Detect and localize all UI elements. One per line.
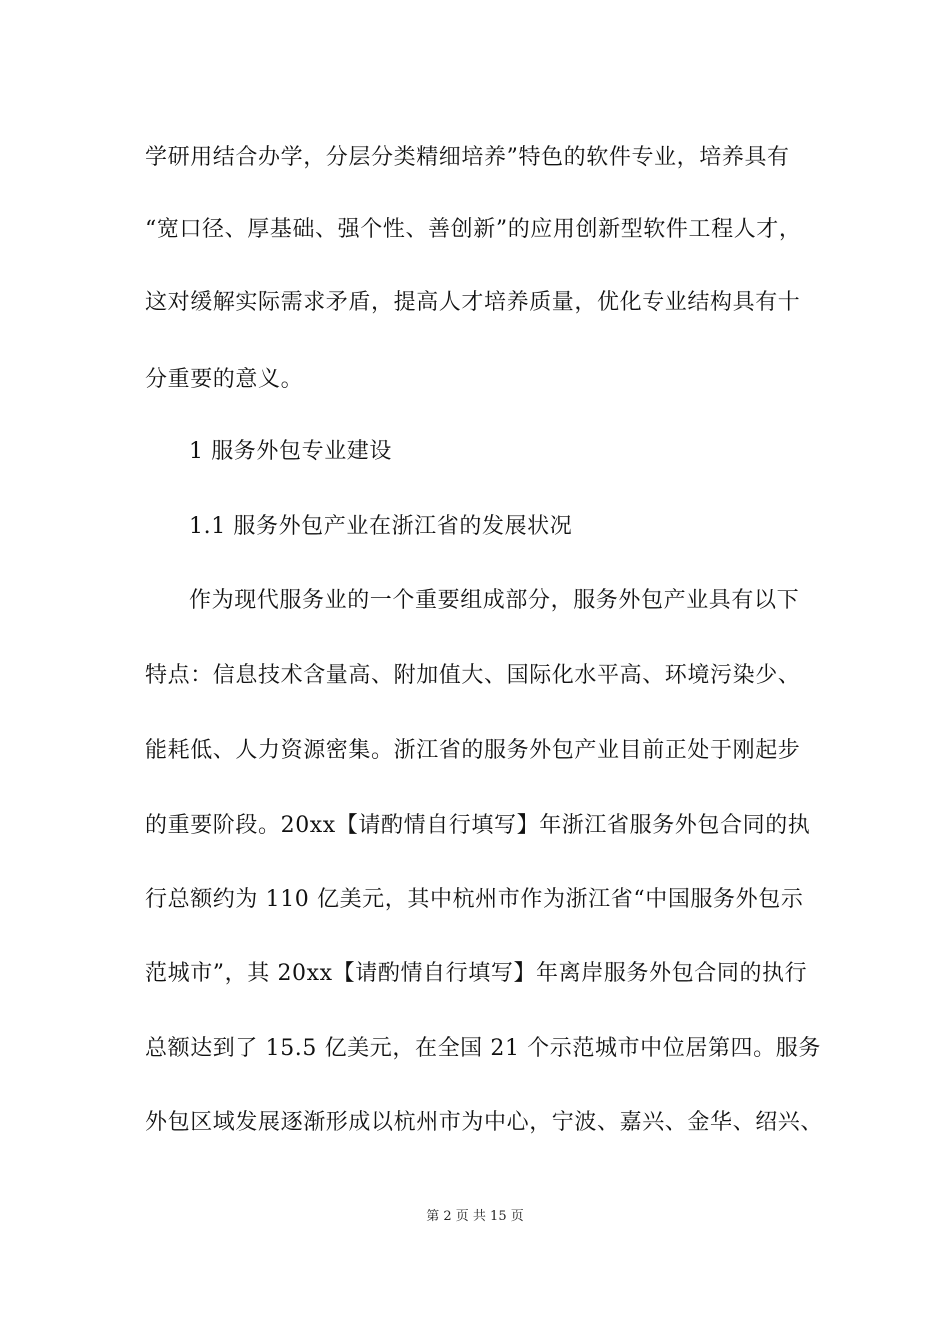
paragraph-line-9: 行总额约为 110 亿美元，其中杭州市作为浙江省“中国服务外包示 bbox=[145, 887, 804, 912]
paragraph-line-8: 的重要阶段。20xx【请酌情自行填写】年浙江省服务外包合同的执 bbox=[145, 813, 811, 838]
section-heading-1: 1 服务外包专业建设 bbox=[189, 439, 392, 464]
paragraph-line-11: 总额达到了 15.5 亿美元，在全国 21 个示范城市中位居第四。服务 bbox=[145, 1036, 821, 1061]
paragraph-line-7: 能耗低、人力资源密集。浙江省的服务外包产业目前正处于刚起步 bbox=[145, 738, 801, 763]
paragraph-line-3: 这对缓解实际需求矛盾，提高人才培养质量，优化专业结构具有十 bbox=[145, 290, 801, 315]
paragraph-line-4: 分重要的意义。 bbox=[145, 367, 304, 392]
subsection-heading-1-1: 1.1 服务外包产业在浙江省的发展状况 bbox=[189, 514, 573, 539]
paragraph-line-2: “宽口径、厚基础、强个性、善创新”的应用创新型软件工程人才， bbox=[145, 217, 802, 242]
paragraph-line-12: 外包区域发展逐渐形成以杭州市为中心，宁波、嘉兴、金华、绍兴、 bbox=[145, 1110, 824, 1135]
page-number-footer: 第 2 页 共 15 页 bbox=[426, 1209, 524, 1224]
paragraph-line-5: 作为现代服务业的一个重要组成部分，服务外包产业具有以下 bbox=[189, 588, 800, 613]
paragraph-line-10: 范城市”，其 20xx【请酌情自行填写】年离岸服务外包合同的执行 bbox=[145, 961, 808, 986]
paragraph-line-1: 学研用结合办学，分层分类精细培养”特色的软件专业，培养具有 bbox=[145, 145, 790, 170]
paragraph-line-6: 特点：信息技术含量高、附加值大、国际化水平高、环境污染少、 bbox=[145, 663, 801, 688]
